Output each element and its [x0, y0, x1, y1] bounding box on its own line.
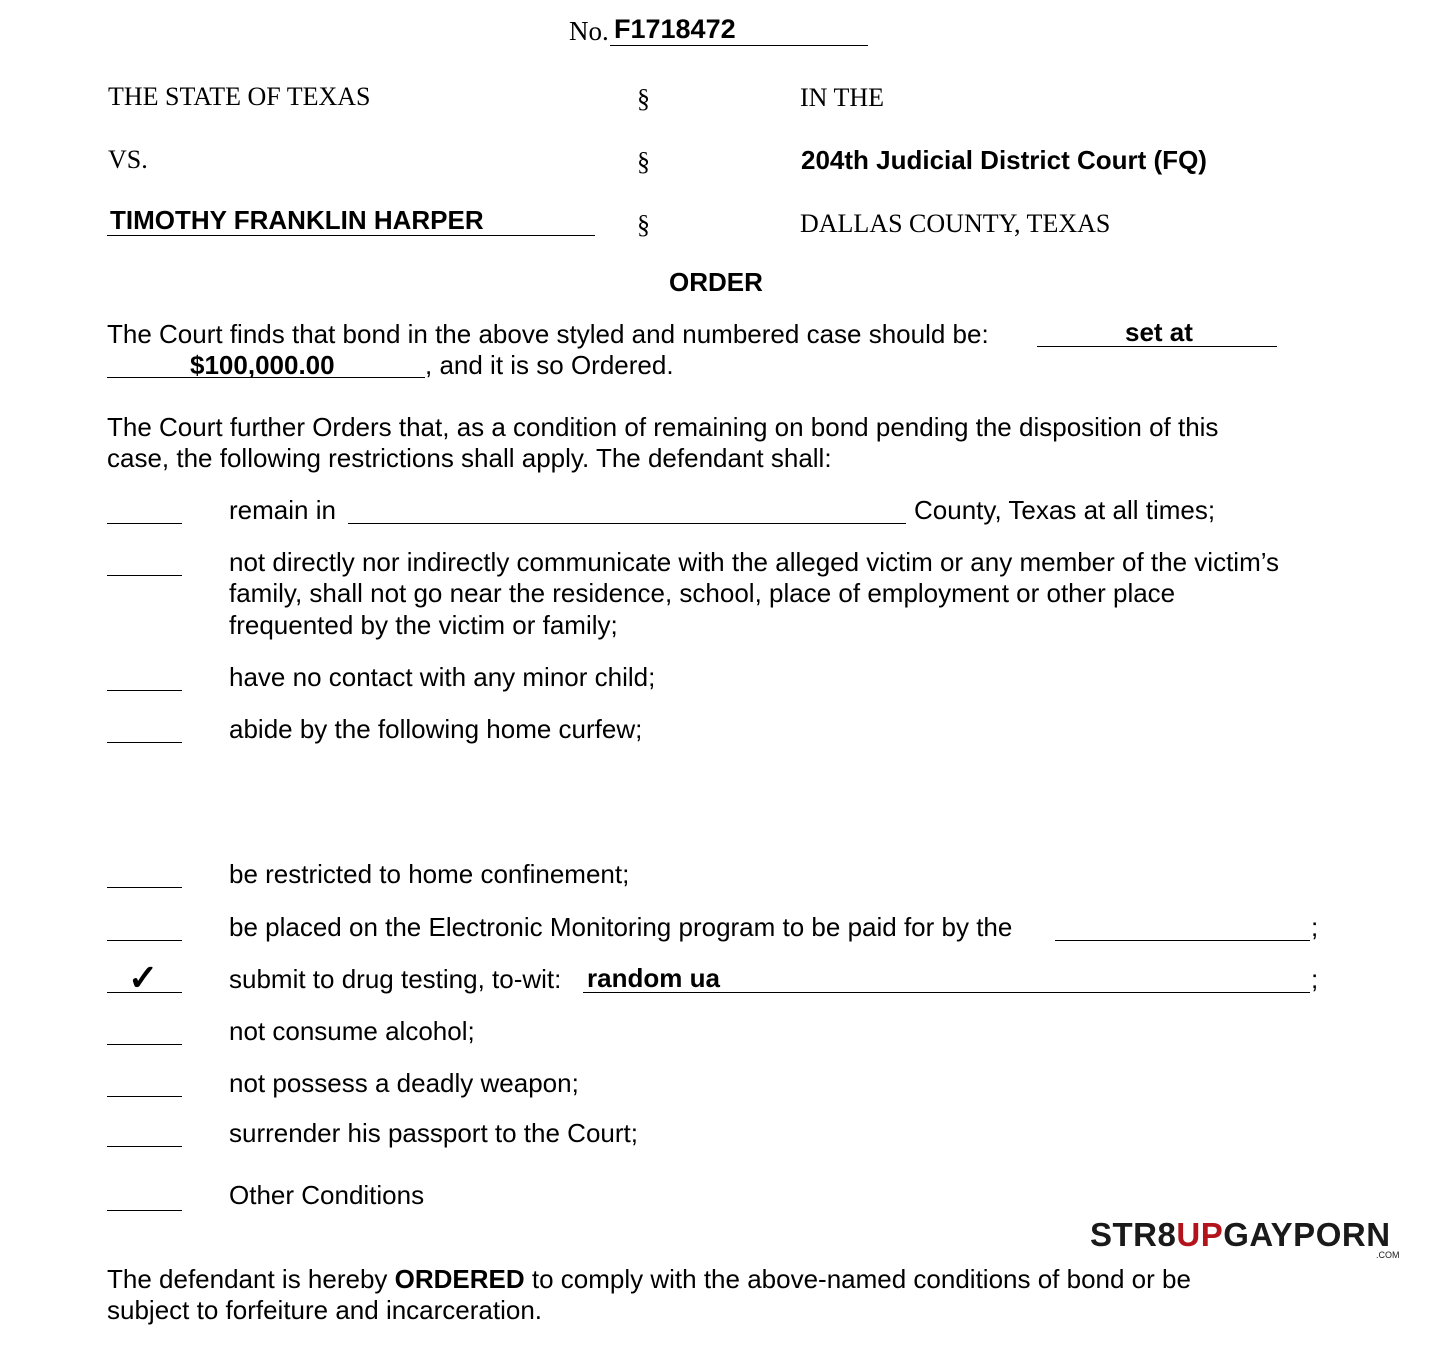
section-symbol: § — [637, 147, 650, 176]
condition-blank — [107, 1210, 182, 1211]
closing-line-2: subject to forfeiture and incarceration. — [107, 1295, 543, 1325]
section-symbol: § — [637, 210, 650, 239]
condition-home-confinement: be restricted to home confinement; — [229, 859, 630, 889]
condition-blank — [107, 1044, 182, 1045]
condition-victim-line-3: frequented by the victim or family; — [229, 610, 618, 640]
defendant-underline — [107, 235, 595, 236]
condition-blank — [107, 575, 182, 576]
condition-no-minor: have no contact with any minor child; — [229, 662, 656, 692]
closing-ordered: ORDERED — [394, 1264, 525, 1294]
watermark-part-3: GAYPORN — [1223, 1216, 1391, 1253]
bond-suffix: , and it is so Ordered. — [425, 350, 674, 380]
condition-blank — [107, 690, 182, 691]
monitoring-end: ; — [1311, 912, 1319, 942]
condition-passport: surrender his passport to the Court; — [229, 1118, 638, 1148]
closing-line-1 — [107, 1264, 1191, 1295]
condition-no-weapon: not possess a deadly weapon; — [229, 1068, 579, 1098]
condition-blank — [107, 1146, 182, 1147]
watermark-part-2: UP — [1176, 1216, 1224, 1253]
bond-amount: $100,000.00 — [190, 350, 335, 380]
case-number-underline — [610, 45, 868, 46]
bond-amount-underline — [107, 377, 425, 378]
drug-testing-underline — [583, 992, 1310, 993]
condition-curfew: abide by the following home curfew; — [229, 714, 643, 744]
caption-county: DALLAS COUNTY, TEXAS — [800, 209, 1111, 238]
condition-electronic-monitoring: be placed on the Electronic Monitoring program to be paid for by the — [229, 912, 1013, 942]
case-number-value: F1718472 — [614, 14, 736, 44]
remain-county-underline — [348, 523, 906, 524]
condition-drug-testing: submit to drug testing, to-wit: — [229, 964, 562, 994]
condition-blank — [107, 940, 182, 941]
case-number-label: No. — [569, 16, 609, 46]
condition-victim-line-2: family, shall not go near the residence, school, place of employment or other place — [229, 578, 1176, 608]
caption-in-the: IN THE — [800, 83, 885, 112]
watermark-logo — [1090, 1216, 1391, 1254]
drug-testing-end: ; — [1311, 964, 1319, 994]
condition-other: Other Conditions — [229, 1180, 425, 1210]
condition-victim-line-1: not directly nor indirectly communicate with the alleged victim or any member of the victim’s — [229, 547, 1280, 577]
bond-underline — [1037, 346, 1277, 347]
monitoring-payer-underline — [1055, 940, 1310, 941]
caption-vs: VS. — [108, 145, 148, 174]
checkmark-icon: ✓ — [128, 957, 159, 998]
closing-text-a: The defendant is hereby — [107, 1264, 395, 1294]
condition-remain-prefix: remain in — [229, 495, 336, 525]
drug-testing-value: random ua — [587, 963, 720, 993]
condition-blank — [107, 1096, 182, 1097]
condition-blank — [107, 523, 182, 524]
intro-line-1: The Court further Orders that, as a condition of remaining on bond pending the disposition of this — [107, 412, 1219, 442]
intro-line-2: case, the following restrictions shall apply. The defendant shall: — [107, 443, 832, 473]
order-title: ORDER — [669, 267, 763, 297]
section-symbol: § — [637, 84, 650, 113]
condition-no-alcohol: not consume alcohol; — [229, 1016, 475, 1046]
condition-blank — [107, 992, 182, 993]
closing-text-c: to comply with the above-named conditions of bond or be — [524, 1264, 1191, 1294]
condition-blank — [107, 742, 182, 743]
bond-filled-set-at: set at — [1125, 317, 1193, 347]
caption-state: THE STATE OF TEXAS — [108, 82, 371, 111]
bond-text: The Court finds that bond in the above styled and numbered case should be: — [107, 319, 989, 349]
watermark-suffix: .COM — [1376, 1250, 1400, 1260]
watermark-part-1: STR8 — [1090, 1216, 1177, 1253]
caption-court: 204th Judicial District Court (FQ) — [801, 145, 1207, 175]
condition-blank — [107, 887, 182, 888]
caption-defendant: TIMOTHY FRANKLIN HARPER — [110, 205, 484, 235]
condition-remain-suffix: County, Texas at all times; — [914, 495, 1216, 525]
